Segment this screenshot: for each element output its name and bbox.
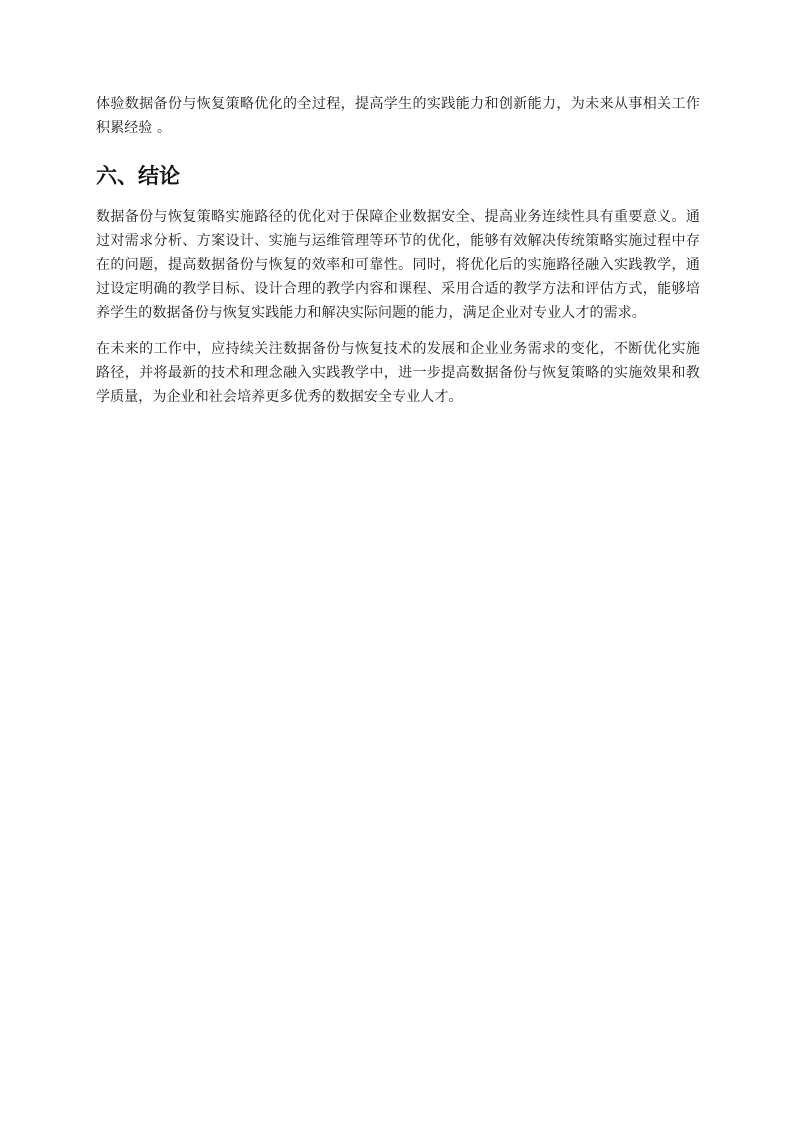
page-content xyxy=(96,92,700,409)
continued-paragraph: 体验数据备份与恢复策略优化的全过程，提高学生的实践能力和创新能力，为未来从事相关工作积累经验 。 xyxy=(96,96,700,136)
section-heading-conclusion: 六、结论 xyxy=(96,164,180,188)
conclusion-paragraph-2: 在未来的工作中，应持续关注数据备份与恢复技术的发展和企业业务需求的变化，不断优化实施路径，并将最新的技术和理念融入实践教学中，进一步提高数据备份与恢复策略的实施效果和教学质量，为企业和社会培养更多优秀的数据安全专业人才。 xyxy=(96,341,700,405)
conclusion-paragraph-1: 数据备份与恢复策略实施路径的优化对于保障企业数据安全、提高业务连续性具有重要意义。通过对需求分析、方案设计、实施与运维管理等环节的优化，能够有效解决传统策略实施过程中存在的问题，提高数据备份与恢复的效率和可靠性。同时，将优化后的实施路径融入实践教学，通过设定明确的教学目标、设计合理的教学内容和课程、采用合适的教学方法和评估方式，能够培养学生的数据备份与恢复实践能力和解决实际问题的能力，满足企业对专业人才的需求。 xyxy=(96,209,700,321)
